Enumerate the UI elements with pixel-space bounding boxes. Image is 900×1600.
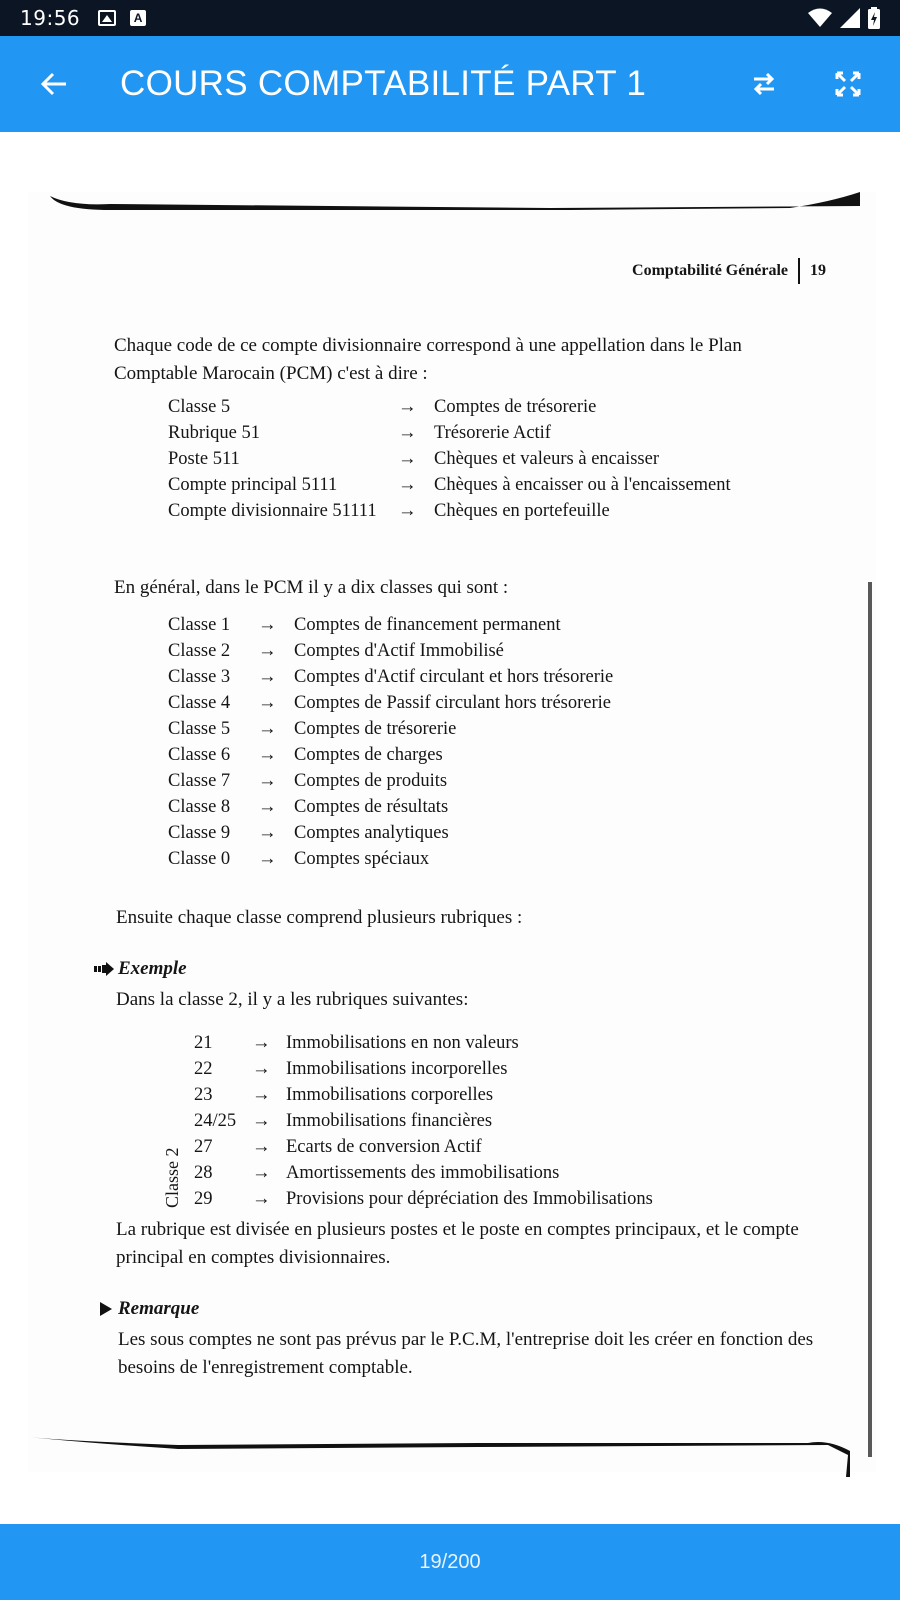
arrow-icon: → xyxy=(258,744,277,765)
arrow-icon: → xyxy=(252,1188,271,1209)
row-label: 21 xyxy=(194,1032,213,1053)
row-label: Classe 6 xyxy=(168,744,231,765)
row-value: Comptes de trésorerie xyxy=(434,396,597,417)
image-icon xyxy=(98,10,116,26)
pointing-arrow-icon xyxy=(94,962,114,976)
remarque-label: Remarque xyxy=(118,1298,200,1319)
paragraph-classes: En général, dans le PCM il y a dix classes qui sont : xyxy=(114,577,509,598)
row-value: Comptes de Passif circulant hors trésorerie xyxy=(294,692,611,713)
table-account-hierarchy xyxy=(168,394,764,524)
row-label: Rubrique 51 xyxy=(168,422,260,443)
row-label: Classe 8 xyxy=(168,796,231,817)
row-label: Classe 1 xyxy=(168,614,231,635)
table-row xyxy=(194,1082,706,1108)
document-viewer[interactable] xyxy=(0,132,900,1524)
swap-icon xyxy=(751,71,777,97)
remarque-heading xyxy=(100,1298,199,1320)
back-button[interactable] xyxy=(24,54,84,114)
status-system-icons xyxy=(808,7,880,29)
row-value: Comptes analytiques xyxy=(294,822,449,843)
arrow-icon: → xyxy=(258,692,277,713)
arrow-icon: → xyxy=(258,718,277,739)
page-indicator-bar xyxy=(0,1524,900,1600)
row-label: 22 xyxy=(194,1058,213,1079)
paragraph-rubrique-division: La rubrique est divisée en plusieurs postes et le poste en comptes principaux, et le compte principal en comptes divisionnaires. xyxy=(116,1219,799,1268)
status-bar xyxy=(0,0,900,36)
arrow-icon: → xyxy=(398,422,417,443)
table-row xyxy=(168,820,654,846)
row-value: Amortissements des immobilisations xyxy=(286,1162,560,1183)
table-row xyxy=(168,664,654,690)
table-row xyxy=(168,794,654,820)
fullscreen-button[interactable] xyxy=(818,54,878,114)
row-label: Compte principal 5111 xyxy=(168,474,338,495)
row-label: Classe 7 xyxy=(168,770,231,791)
row-value: Comptes de résultats xyxy=(294,796,449,817)
row-label: 27 xyxy=(194,1136,213,1157)
table-row xyxy=(168,638,654,664)
row-value: Comptes de financement permanent xyxy=(294,614,561,635)
table-row xyxy=(168,768,654,794)
arrow-icon: → xyxy=(258,640,277,661)
table-row xyxy=(194,1160,706,1186)
row-label: Classe 0 xyxy=(168,848,231,869)
table-row xyxy=(194,1108,706,1134)
document-title: COURS COMPTABILITÉ PART 1 xyxy=(120,64,647,103)
table-row xyxy=(168,446,764,472)
scan-edge-bottom xyxy=(28,1437,876,1477)
triangle-bullet-icon xyxy=(100,1302,112,1316)
arrow-icon: → xyxy=(398,448,417,469)
status-notifications xyxy=(98,10,146,26)
status-time: 19:56 xyxy=(20,6,81,30)
table-row xyxy=(168,420,764,446)
table-row xyxy=(168,690,654,716)
arrow-icon: → xyxy=(252,1162,271,1183)
swap-orientation-button[interactable] xyxy=(734,54,794,114)
row-value: Chèques à encaisser ou à l'encaissement xyxy=(434,474,731,495)
row-label: 28 xyxy=(194,1162,213,1183)
a-box-icon: A xyxy=(130,10,146,26)
battery-icon xyxy=(868,7,880,29)
table-row xyxy=(194,1186,706,1212)
row-label: Classe 4 xyxy=(168,692,231,713)
row-value: Comptes de trésorerie xyxy=(294,718,457,739)
row-label: 29 xyxy=(194,1188,213,1209)
arrow-icon: → xyxy=(258,796,277,817)
table-side-label: Classe 2 xyxy=(162,1147,182,1208)
table-row xyxy=(168,612,654,638)
running-head-title: Comptabilité Générale xyxy=(632,262,788,279)
arrow-icon: → xyxy=(258,770,277,791)
running-head-separator xyxy=(798,258,800,284)
row-value: Trésorerie Actif xyxy=(434,422,551,443)
arrow-icon: → xyxy=(258,848,277,869)
arrow-icon: → xyxy=(252,1058,271,1079)
table-row xyxy=(168,498,764,524)
row-value: Comptes spéciaux xyxy=(294,848,430,869)
row-label: Classe 5 xyxy=(168,718,231,739)
arrow-icon: → xyxy=(258,666,277,687)
wifi-icon xyxy=(808,8,832,28)
signal-icon xyxy=(840,8,860,28)
paragraph-remarque: Les sous comptes ne sont pas prévus par le P.C.M, l'entreprise doit les créer en fonction des besoins de l'enregistrement comptable. xyxy=(118,1329,814,1378)
arrow-icon: → xyxy=(398,500,417,521)
row-label: 24/25 xyxy=(194,1110,237,1131)
table-row xyxy=(168,846,654,872)
paragraph-example: Dans la classe 2, il y a les rubriques suivantes: xyxy=(116,989,469,1010)
arrow-icon: → xyxy=(252,1084,271,1105)
row-value: Chèques et valeurs à encaisser xyxy=(434,448,659,469)
row-value: Comptes d'Actif circulant et hors trésorerie xyxy=(294,666,614,687)
row-label: Classe 9 xyxy=(168,822,231,843)
table-row xyxy=(194,1056,706,1082)
row-value: Immobilisations corporelles xyxy=(286,1084,494,1105)
scan-edge-top xyxy=(50,192,860,210)
row-value: Comptes de produits xyxy=(294,770,448,791)
arrow-left-icon xyxy=(40,70,68,98)
fullscreen-icon xyxy=(835,71,861,97)
arrow-icon: → xyxy=(258,614,277,635)
arrow-icon: → xyxy=(252,1032,271,1053)
exemple-heading xyxy=(94,958,187,980)
row-value: Ecarts de conversion Actif xyxy=(286,1136,482,1157)
arrow-icon: → xyxy=(398,396,417,417)
paragraph-intro: Chaque code de ce compte divisionnaire correspond à une appellation dans le Plan Comptable Marocain (PCM) c'est à dire : xyxy=(114,335,742,384)
table-row xyxy=(168,742,654,768)
arrow-icon: → xyxy=(258,822,277,843)
app-actions xyxy=(734,54,878,114)
row-value: Immobilisations financières xyxy=(286,1110,493,1131)
table-classes xyxy=(168,612,654,872)
table-row xyxy=(168,472,764,498)
row-label: Poste 511 xyxy=(168,448,240,469)
row-label: 23 xyxy=(194,1084,213,1105)
table-row xyxy=(168,716,654,742)
arrow-icon: → xyxy=(252,1110,271,1131)
page-indicator: 19/200 xyxy=(419,1550,481,1573)
table-row xyxy=(168,394,764,420)
app-bar xyxy=(0,36,900,132)
exemple-label: Exemple xyxy=(118,958,187,979)
row-value: Comptes de charges xyxy=(294,744,443,765)
arrow-icon: → xyxy=(398,474,417,495)
table-row xyxy=(194,1134,706,1160)
row-value: Comptes d'Actif Immobilisé xyxy=(294,640,504,661)
arrow-icon: → xyxy=(252,1136,271,1157)
row-value: Immobilisations en non valeurs xyxy=(286,1032,519,1053)
page-number: 19 xyxy=(810,262,826,279)
scan-edge-right xyxy=(868,582,872,1457)
row-value: Immobilisations incorporelles xyxy=(286,1058,508,1079)
row-label: Compte divisionnaire 51111 xyxy=(168,500,377,521)
running-head xyxy=(632,258,826,284)
row-value: Chèques en portefeuille xyxy=(434,500,610,521)
document-page xyxy=(28,192,876,1472)
row-label: Classe 2 xyxy=(168,640,231,661)
row-value: Provisions pour dépréciation des Immobilisations xyxy=(286,1188,653,1209)
row-label: Classe 3 xyxy=(168,666,231,687)
table-row xyxy=(194,1030,706,1056)
paragraph-rubriques: Ensuite chaque classe comprend plusieurs rubriques : xyxy=(116,907,523,928)
row-label: Classe 5 xyxy=(168,396,231,417)
table-class-2-rubriques xyxy=(194,1030,706,1212)
